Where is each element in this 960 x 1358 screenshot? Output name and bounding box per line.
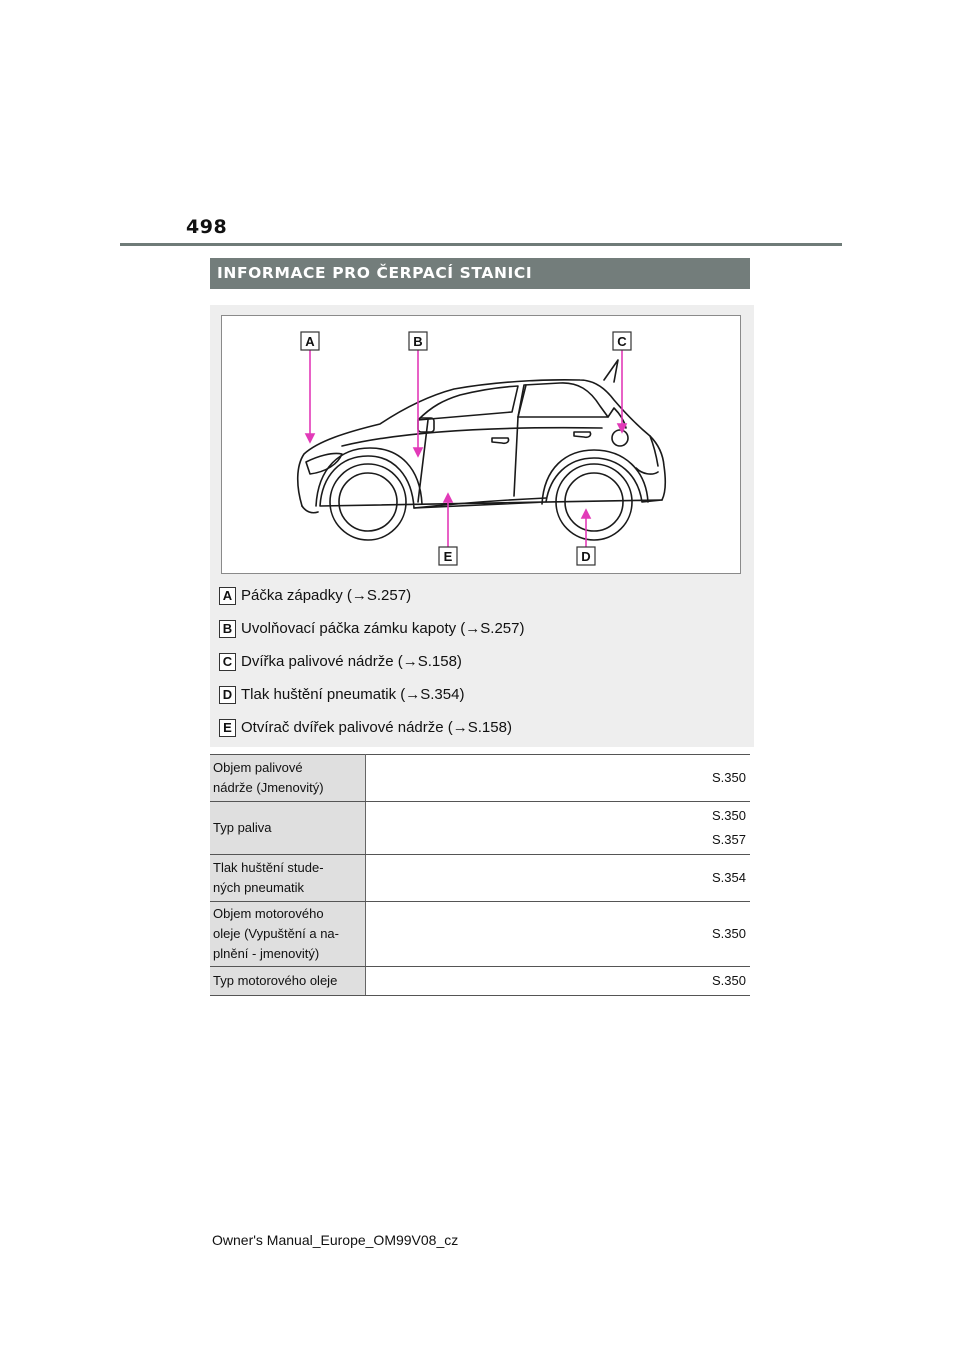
table-row-label: [210, 967, 366, 996]
page-reference: S.350: [712, 808, 746, 823]
top-rule: [120, 243, 842, 246]
table-row-label: [210, 755, 366, 802]
callout-a: A: [305, 334, 315, 349]
table-row-value: [366, 855, 751, 902]
label-line: Typ motorového oleje: [213, 973, 338, 988]
reference-table: [210, 754, 750, 996]
table-row-value: [366, 802, 751, 855]
legend-letter: C: [219, 653, 236, 671]
legend-text: Uvolňovací páčka zámku kapoty (→S.257): [241, 620, 525, 637]
table-row: [210, 967, 750, 996]
car-illustration: [222, 316, 742, 575]
table-row-label: [210, 802, 366, 855]
page-reference: S.350: [712, 770, 746, 785]
table-row: [210, 902, 750, 967]
page-reference: S.354: [712, 870, 746, 885]
label-line: nádrže (Jmenovitý): [213, 780, 324, 795]
legend-text: Dvířka palivové nádrže (→S.158): [241, 653, 462, 670]
callout-b: B: [413, 334, 423, 349]
section-title: INFORMACE PRO ČERPACÍ STANICI: [210, 258, 750, 289]
callout-e: E: [443, 549, 453, 564]
table-row-value: [366, 902, 751, 967]
table-row: [210, 855, 750, 902]
callout-d: D: [581, 549, 591, 564]
table-row-value: [366, 967, 751, 996]
legend-letter: A: [219, 587, 236, 605]
legend-text: Otvírač dvířek palivové nádrže (→S.158): [241, 719, 512, 736]
label-line: Objem palivové: [213, 760, 303, 775]
car-diagram: [221, 315, 741, 574]
label-line: oleje (Vypuštění a na-: [213, 926, 339, 941]
label-line: Typ paliva: [213, 820, 272, 835]
table-row-label: [210, 855, 366, 902]
table-row-label: [210, 902, 366, 967]
label-line: Objem motorového: [213, 906, 324, 921]
legend-letter: E: [219, 719, 236, 737]
page-number: 498: [186, 216, 228, 238]
info-panel: [210, 305, 754, 747]
callout-c: C: [617, 334, 627, 349]
table-row: [210, 755, 750, 802]
table-row-value: [366, 755, 751, 802]
legend-text: Tlak huštění pneumatik (→S.354): [241, 686, 465, 703]
label-line: ných pneumatik: [213, 880, 305, 895]
label-line: Tlak huštění stude-: [213, 860, 324, 875]
page-reference: S.350: [712, 926, 746, 941]
label-line: plnění - jmenovitý): [213, 946, 320, 961]
legend-text: Páčka západky (→S.257): [241, 587, 412, 604]
legend-letter: B: [219, 620, 236, 638]
footer-text: Owner's Manual_Europe_OM99V08_cz: [212, 1232, 459, 1248]
page-reference: S.357: [712, 832, 746, 847]
page-reference: S.350: [712, 973, 746, 988]
legend-letter: D: [219, 686, 236, 704]
table-row: [210, 802, 750, 855]
